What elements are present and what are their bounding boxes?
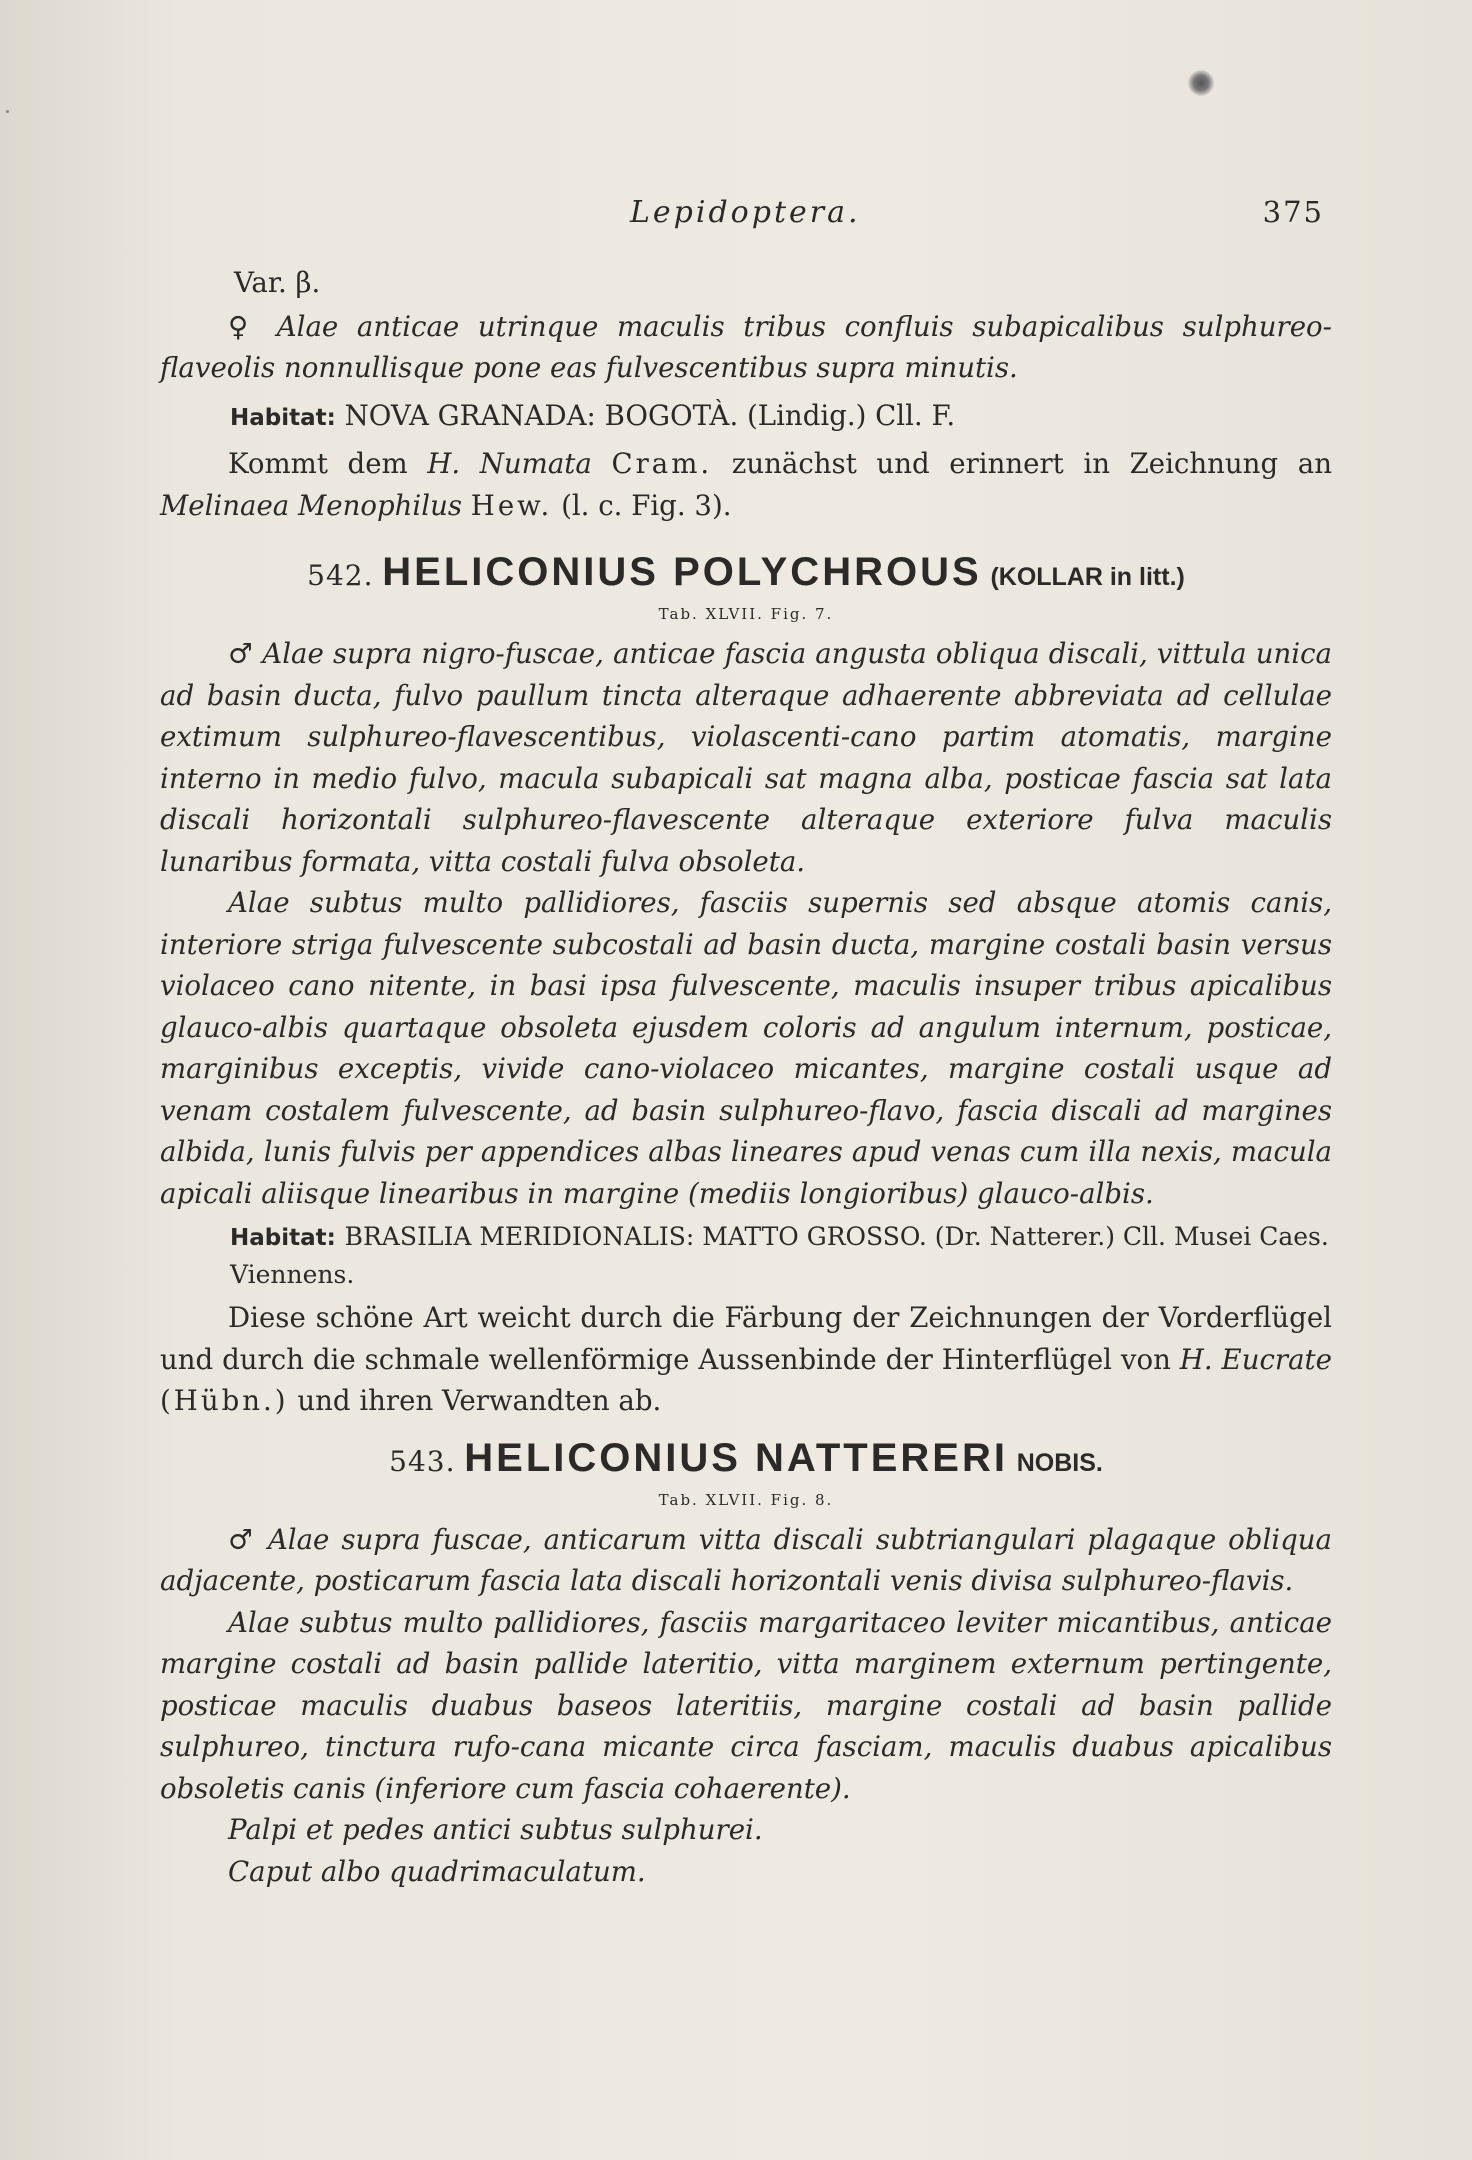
page-number: 375 [1262,195,1324,229]
variety-label: Var. β. [234,266,321,299]
plate-reference: Tab. XLVII. Fig. 7. [658,605,834,623]
species-authority: (KOLLAR in litt.) [990,563,1185,591]
underside-description: Alae subtus multo pallidiores, fasciis margaritaceo leviter micantibus, anticae margine costali ad basin pallide lateritio, vitta marginem externum pertingente, posticae maculis duabus baseos lateritiis, margine costali ad basin pallide sulphureo, tinctura rufo-cana micante circa fasciam, maculis duabus apicalibus obsoletis canis (inferiore cum fascia cohaerente). [160,1605,1332,1805]
variety-habitat [230,395,1332,440]
palpi-note: Palpi et pedes antici subtus sulphurei. [228,1813,763,1846]
variety-description: ♀ Alae anticae utrinque maculis tribus confluis subapicalibus sulphureo-flaveolis nonnullisque pone eas fulvescentibus supra minutis. [160,309,1332,384]
habitat-text: NOVA GRANADA: BOGOTÀ. (Lindig.) Cll. F. [344,398,956,432]
species-name: HELICONIUS NATTERERI [464,1435,1008,1480]
species-number: 542. [307,559,374,592]
upperside-description: ♂ Alae supra nigro-fuscae, anticae fascia angusta obliqua discali, vittula unica ad basin ducta, fulvo paullum tincta alteraque adhaerente abbreviata ad cellulae extimum sulphureo-flavescentibus, violascenti-cano partim atomatis, margine interno in medio fulvo, macula subapicali sat magna alba, posticae fascia sat lata discali horizontali sulphureo-flavescente alteraque exteriore fulva maculis lunaribus formata, vitta costali fulva obsoleta. [160,637,1332,878]
species-ref: Melinaea Menophilus [160,488,462,522]
underside-description: Alae subtus multo pallidiores, fasciis supernis sed absque atomis canis, interiore striga fulvescente subcostali ad basin ducta, margine costali basin versus violaceo cano nitente, in basi ipsa fulvescente, maculis insuper tribus apicalibus glauco-albis quartaque obsoleta ejusdem coloris ad angulum internum, posticae, marginibus exceptis, vivide cano-violaceo micantes, margine costali usque ad venam costalem fulvescente, ad basin sulphureo-flavo, fascia discali ad margines albida, lunis fulvis per appendices albas lineares apud venas cum illa nexis, macula apicali aliisque linearibus in margine (mediis longioribus) glauco-albis. [160,886,1332,1210]
habitat-label: Habitat: [230,1225,336,1251]
species-title [160,548,1332,601]
plate-reference: Tab. XLVII. Fig. 8. [658,1490,834,1509]
habitat-text: BRASILIA MERIDIONALIS: MATTO GROSSO. (Dr. Natterer.) Cll. Musei Caes. Viennens. [230,1222,1329,1289]
species-authority: NOBIS. [1016,1448,1103,1477]
species-ref: H. Eucrate [1179,1342,1332,1376]
running-header [160,195,1324,245]
upperside-description: ♂ Alae supra fuscae, anticarum vitta discali subtriangulari plagaque obliqua adjacente, posticarum fascia lata discali horizontali venis divisa sulphureo-flavis. [160,1522,1332,1597]
species-title [160,1434,1332,1487]
species-habitat [230,1218,1332,1293]
page-body [160,262,1332,1892]
variety-remark: Kommt dem H. Numata Cram. zunächst und erinnert in Zeichnung an Melinaea Menophilus Hew. (l. c. Fig. 3). [160,447,1332,522]
running-title: Lepidoptera. [630,195,861,230]
caput-note: Caput albo quadrimaculatum. [228,1854,646,1888]
habitat-label: Habitat: [230,404,336,431]
species-name: HELICONIUS POLYCHROUS [382,550,982,594]
species-number: 543. [389,1444,456,1478]
ink-dot [6,110,9,113]
ink-spot [1188,70,1214,96]
species-remark: Diese schöne Art weicht durch die Färbung der Zeichnungen der Vorderflügel und durch die schmale wellenförmige Aussenbinde der Hinterflügel von H. Eucrate (Hübn.) und ihren Verwandten ab. [160,1301,1332,1417]
species-ref: H. Numata [427,447,592,480]
